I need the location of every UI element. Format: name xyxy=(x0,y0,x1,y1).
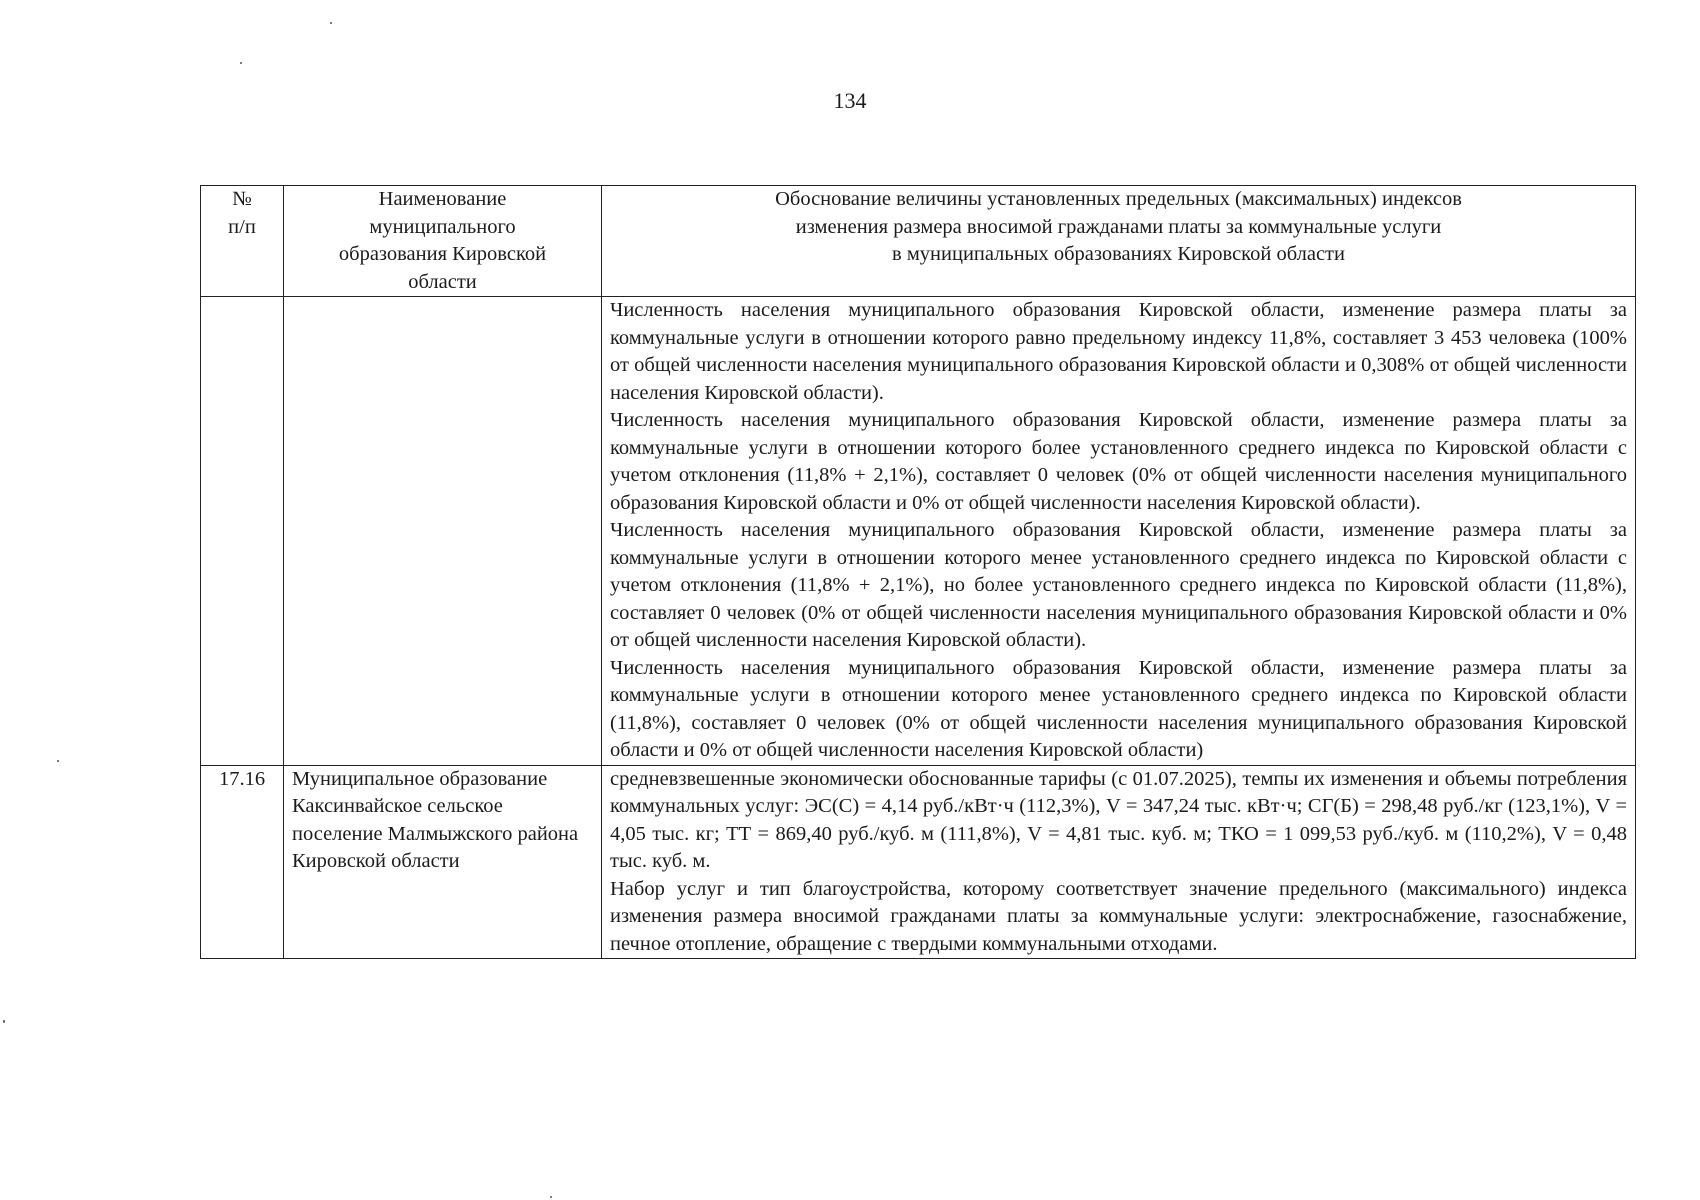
row-municipality-name xyxy=(284,297,602,766)
table-row xyxy=(201,765,1636,959)
scan-speck xyxy=(57,760,59,762)
row-basis xyxy=(602,297,1636,766)
table-header-row xyxy=(201,186,1636,297)
header-basis: Обоснование величины установленных предельных (максимальных) индексов изменения размера вносимой гражданами платы за коммунальные услуги в муниципальных образованиях Кировской области xyxy=(602,186,1636,297)
scan-speck xyxy=(330,22,332,24)
scan-speck xyxy=(3,1020,5,1023)
row-basis xyxy=(602,765,1636,959)
header-number: № п/п xyxy=(201,186,284,297)
page-number: 134 xyxy=(833,88,867,113)
basis-paragraph: Численность населения муниципального образования Кировской области, изменение размера платы за коммунальные услуги в отношении которого равно предельному индексу 11,8%, составляет 3 453 человека (100% от общей численности населения муниципального образования Кировской области и 0,308% от общей численности населения Кировской области). xyxy=(610,299,1627,404)
header-municipality-name: Наименование муниципального образования Кировской области xyxy=(284,186,602,297)
basis-paragraph: Численность населения муниципального образования Кировской области, изменение размера платы за коммунальные услуги в отношении которого более установленного среднего индекса по Кировской области с учетом отклонения (11,8% + 2,1%), составляет 0 человек (0% от общей численности населения муниципального образования Кировской области и 0% от общей численности населения Кировской области). xyxy=(610,409,1627,514)
scan-speck xyxy=(240,62,242,64)
justification-table xyxy=(200,185,1636,959)
table-row xyxy=(201,297,1636,766)
row-municipality-name: Муниципальное образование Каксинвайское сельское поселение Малмыжского района Кировской области xyxy=(284,765,602,959)
row-number xyxy=(201,297,284,766)
row-number: 17.16 xyxy=(201,765,284,959)
basis-paragraph: Численность населения муниципального образования Кировской области, изменение размера платы за коммунальные услуги в отношении которого менее установленного среднего индекса по Кировской области с учетом отклонения (11,8% + 2,1%), но более установленного среднего индекса по Кировской области (11,8%), составляет 0 человек (0% от общей численности населения муниципального образования Кировской области и 0% от общей численности населения Кировской области). xyxy=(610,519,1627,651)
basis-paragraph: Набор услуг и тип благоустройства, которому соответствует значение предельного (максимального) индекса изменения размера вносимой гражданами платы за коммунальные услуги: электроснабжение, газоснабжение, печное отопление, обращение с твердыми коммунальными отходами. xyxy=(610,877,1627,955)
basis-paragraph: Численность населения муниципального образования Кировской области, изменение размера платы за коммунальные услуги в отношении которого менее установленного среднего индекса по Кировской области (11,8%), составляет 0 человек (0% от общей численности населения муниципального образования Кировской области и 0% от общей численности населения Кировской области) xyxy=(610,656,1627,761)
scan-speck xyxy=(550,1196,552,1198)
basis-paragraph: средневзвешенные экономически обоснованные тарифы (с 01.07.2025), темпы их изменения и объемы потребления коммунальных услуг: ЭС(С) = 4,14 руб./кВт·ч (112,3%), V = 347,24 тыс. кВт·ч; СГ(Б) = 298,48 руб./кг (123,1%), V = 4,05 тыс. кг; ТТ = 869,40 руб./куб. м (111,8%), V = 4,81 тыс. куб. м; ТКО = 1 099,53 руб./куб. м (110,2%), V = 0,48 тыс. куб. м. xyxy=(610,767,1627,872)
